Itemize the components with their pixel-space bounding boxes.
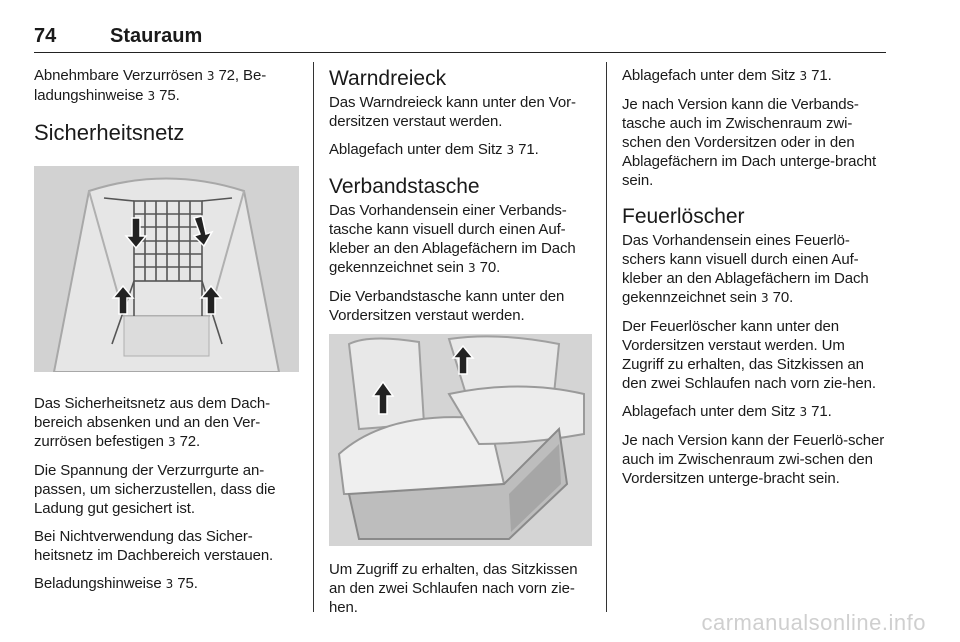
cross-reference-icon[interactable]: 3 [467, 261, 476, 275]
paragraph-verbandstasche-version: Je nach Version kann die Verbands-tasche auch im Zwischenraum zwi-schen den Vordersitzen oder in den Ablagefächern im Dach unterge-bracht sein. [622, 96, 877, 189]
cross-reference-icon[interactable]: 3 [760, 291, 769, 305]
watermark: carmanualsonline.info [701, 610, 926, 635]
paragraph-spannung: Die Spannung der Verzurrgurte an-passen, um sicherzustellen, dass die Ladung gut gesichert ist. [34, 462, 276, 517]
paragraph-verbandstasche-vordersitze: Die Verbandstasche kann unter den Vordersitzen verstaut werden. [329, 288, 565, 324]
paragraph-feuerloescher-version: Je nach Version kann der Feuerlö-scher auch im Zwischenraum zwi-schen den Vordersitzen unterge-bracht sein. [622, 432, 885, 487]
paragraph-warndreieck: Das Warndreieck kann unter den Vor-dersitzen verstaut werden. [329, 94, 576, 130]
paragraph-feuerloescher-zugriff: Der Feuerlöscher kann unter den Vordersitzen verstaut werden. Um Zugriff zu erhalten, das Sitzkissen an den zwei Schlaufen nach vorn zie-hen. [622, 318, 876, 392]
cross-reference-icon[interactable]: 3 [799, 69, 808, 83]
paragraph-feuerloescher-aufkleber: Das Vorhandensein eines Feuerlö-schers kann visuell durch einen Auf-kleber an den Ablagefächern im Dach gekennzeichnet sein 3 70. [622, 232, 869, 306]
paragraph-absenken: Das Sicherheitsnetz aus dem Dach-bereich absenken und an den Ver-zurrösen befestigen 3 72. [34, 395, 270, 450]
figure-seat-cushion [329, 334, 592, 546]
column-1 [34, 66, 299, 603]
cross-reference-icon[interactable]: 3 [799, 405, 808, 419]
header-rule [34, 52, 886, 53]
heading-feuerloescher: Feuerlöscher [622, 205, 745, 228]
section-title: Stauraum [110, 25, 203, 47]
heading-sicherheitsnetz: Sicherheitsnetz [34, 120, 185, 145]
column-2 [329, 66, 594, 626]
column-3 [622, 66, 888, 497]
figure-safety-net [34, 166, 299, 372]
paragraph-verstauen: Bei Nichtverwendung das Sicher-heitsnetz im Dachbereich verstauen. [34, 528, 274, 564]
column-divider [606, 62, 607, 612]
cross-reference-icon[interactable]: 3 [206, 69, 215, 83]
paragraph-ablagefach-2: Ablagefach unter dem Sitz 3 71. [622, 403, 832, 420]
paragraph-verzurroesen: Abnehmbare Verzurrösen 3 72, Be-ladungshinweise 3 75. [34, 67, 267, 104]
paragraph-ablagefach: Ablagefach unter dem Sitz 3 71. [329, 141, 539, 158]
cross-reference-icon[interactable]: 3 [165, 577, 174, 591]
paragraph-ablagefach: Ablagefach unter dem Sitz 3 71. [622, 67, 832, 84]
cross-reference-icon[interactable]: 3 [506, 143, 515, 157]
page-number: 74 [34, 25, 57, 47]
cross-reference-icon[interactable]: 3 [167, 435, 176, 449]
heading-verbandstasche: Verbandstasche [329, 175, 480, 198]
page-header [34, 22, 886, 52]
paragraph-verbandstasche-aufkleber: Das Vorhandensein einer Verbands-tasche kann visuell durch einen Auf-kleber an den Ablagefächern im Dach gekennzeichnet sein 3 70. [329, 202, 576, 276]
paragraph-beladungshinweise: Beladungshinweise 3 75. [34, 575, 198, 592]
cross-reference-icon[interactable]: 3 [147, 89, 156, 103]
column-divider [313, 62, 314, 612]
heading-warndreieck: Warndreieck [329, 67, 447, 90]
paragraph-sitzkissen: Um Zugriff zu erhalten, das Sitzkissen an den zwei Schlaufen nach vorn zie-hen. [329, 561, 578, 616]
